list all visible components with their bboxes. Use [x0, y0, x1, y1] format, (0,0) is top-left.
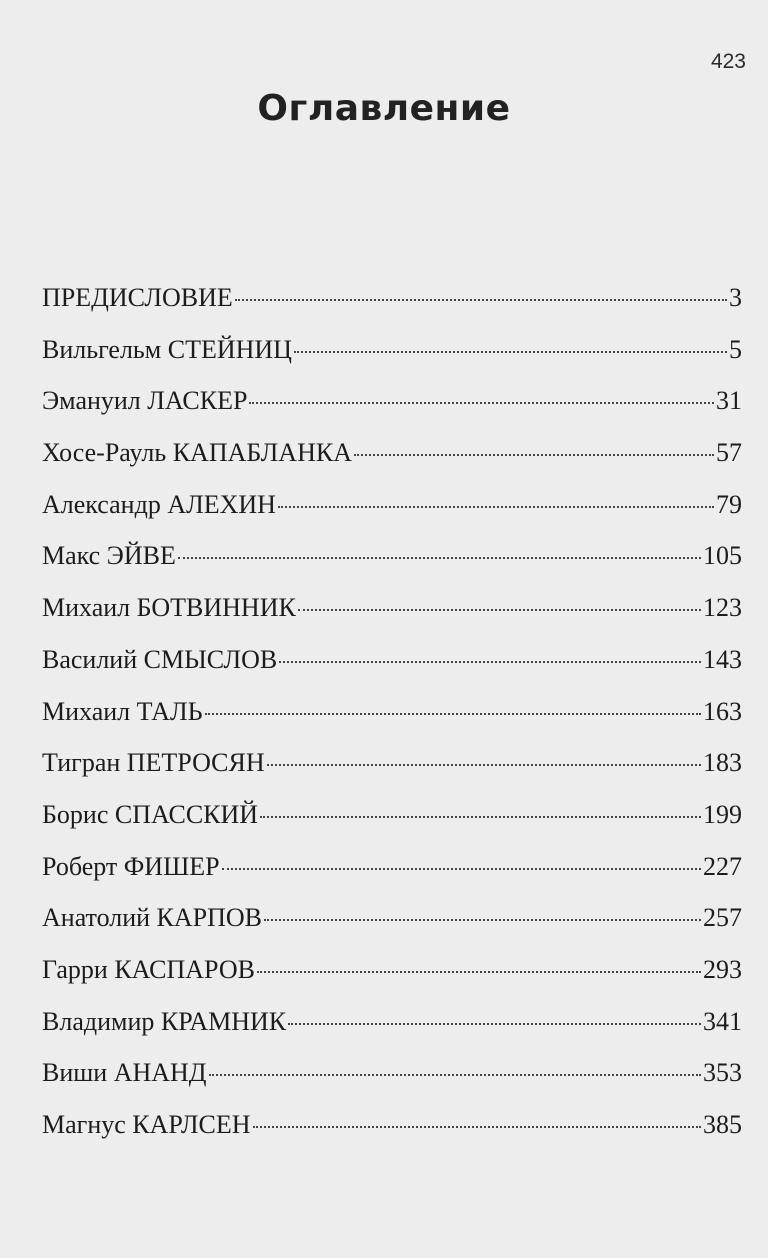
dot-leader — [267, 764, 701, 766]
toc-entry — [42, 381, 742, 433]
toc-entry-title: Тигран ПЕТРОСЯН — [42, 748, 265, 778]
toc-entry-page: 257 — [703, 903, 742, 933]
toc-entry-title: Александр АЛЕХИН — [42, 489, 276, 519]
toc-entry-title: Хосе-Рауль КАПАБЛАНКА — [42, 438, 352, 468]
toc-entry — [42, 743, 742, 795]
toc-entry-page: 385 — [703, 1110, 742, 1139]
toc-entry-title: Михаил ТАЛЬ — [42, 696, 203, 726]
toc-entry — [42, 588, 742, 640]
dot-leader — [279, 661, 701, 663]
toc-entry-title: Роберт ФИШЕР — [42, 851, 220, 881]
toc-entry — [42, 640, 742, 692]
dot-leader — [288, 1023, 701, 1025]
toc-entry-page: 341 — [703, 1006, 742, 1036]
toc-entry-title: Василий СМЫСЛОВ — [42, 644, 278, 674]
toc-entry-title: Эмануил ЛАСКЕР — [42, 386, 248, 416]
toc-entry-page: 5 — [729, 334, 742, 364]
toc-entry — [42, 485, 742, 537]
toc-entry-title: Борис СПАССКИЙ — [42, 799, 259, 829]
table-of-contents — [42, 278, 742, 1157]
toc-entry-title: Михаил БОТВИННИК — [42, 593, 296, 623]
dot-leader — [257, 971, 701, 973]
toc-entry — [42, 433, 742, 485]
toc-entry-title: Гарри КАСПАРОВ — [42, 954, 255, 984]
toc-entry-title: Анатолий КАРПОВ — [42, 903, 263, 933]
dot-leader — [253, 1126, 701, 1128]
toc-entry-title: Макс ЭЙВЕ — [42, 541, 176, 571]
toc-entry — [42, 536, 742, 588]
toc-entry — [42, 692, 742, 744]
toc-entry-title: Владимир КРАМНИК — [42, 1006, 287, 1036]
dot-leader — [222, 868, 701, 870]
toc-entry-page: 31 — [716, 386, 742, 416]
dot-leader — [298, 609, 701, 611]
toc-entry-page: 143 — [703, 644, 742, 674]
toc-entry-page: 163 — [703, 696, 742, 726]
toc-entry-page: 79 — [716, 489, 742, 519]
dot-leader — [354, 454, 714, 456]
dot-leader — [278, 506, 714, 508]
toc-entry-title: Виши АНАНД — [42, 1058, 207, 1088]
dot-leader — [178, 557, 701, 559]
dot-leader — [235, 299, 727, 301]
toc-entry-page: 105 — [703, 541, 742, 571]
dot-leader — [264, 919, 701, 921]
dot-leader — [260, 816, 701, 818]
page-title: Оглавление — [257, 88, 511, 129]
page-number: 423 — [710, 50, 746, 73]
toc-entry — [42, 898, 742, 950]
toc-entry — [42, 795, 742, 847]
toc-entry — [42, 278, 742, 330]
toc-entry — [42, 1105, 742, 1157]
toc-entry — [42, 950, 742, 1002]
toc-entry-page: 199 — [703, 799, 742, 829]
toc-entry-page: 353 — [703, 1058, 742, 1088]
toc-entry-title: Магнус КАРЛСЕН — [42, 1110, 251, 1139]
toc-entry-title: ПРЕДИСЛОВИЕ — [42, 283, 233, 312]
toc-entry-page: 183 — [703, 748, 742, 778]
toc-entry — [42, 847, 742, 899]
dot-leader — [205, 713, 701, 715]
toc-entry-page: 57 — [716, 438, 742, 468]
dot-leader — [294, 351, 727, 353]
toc-entry — [42, 1002, 742, 1054]
toc-entry-title: Вильгельм СТЕЙНИЦ — [42, 334, 292, 364]
toc-entry — [42, 1053, 742, 1105]
toc-entry-page: 123 — [703, 593, 742, 623]
dot-leader — [209, 1074, 701, 1076]
dot-leader — [249, 402, 714, 404]
toc-entry-page: 3 — [729, 283, 742, 312]
toc-entry-page: 227 — [703, 851, 742, 881]
toc-entry — [42, 330, 742, 382]
toc-entry-page: 293 — [703, 954, 742, 984]
